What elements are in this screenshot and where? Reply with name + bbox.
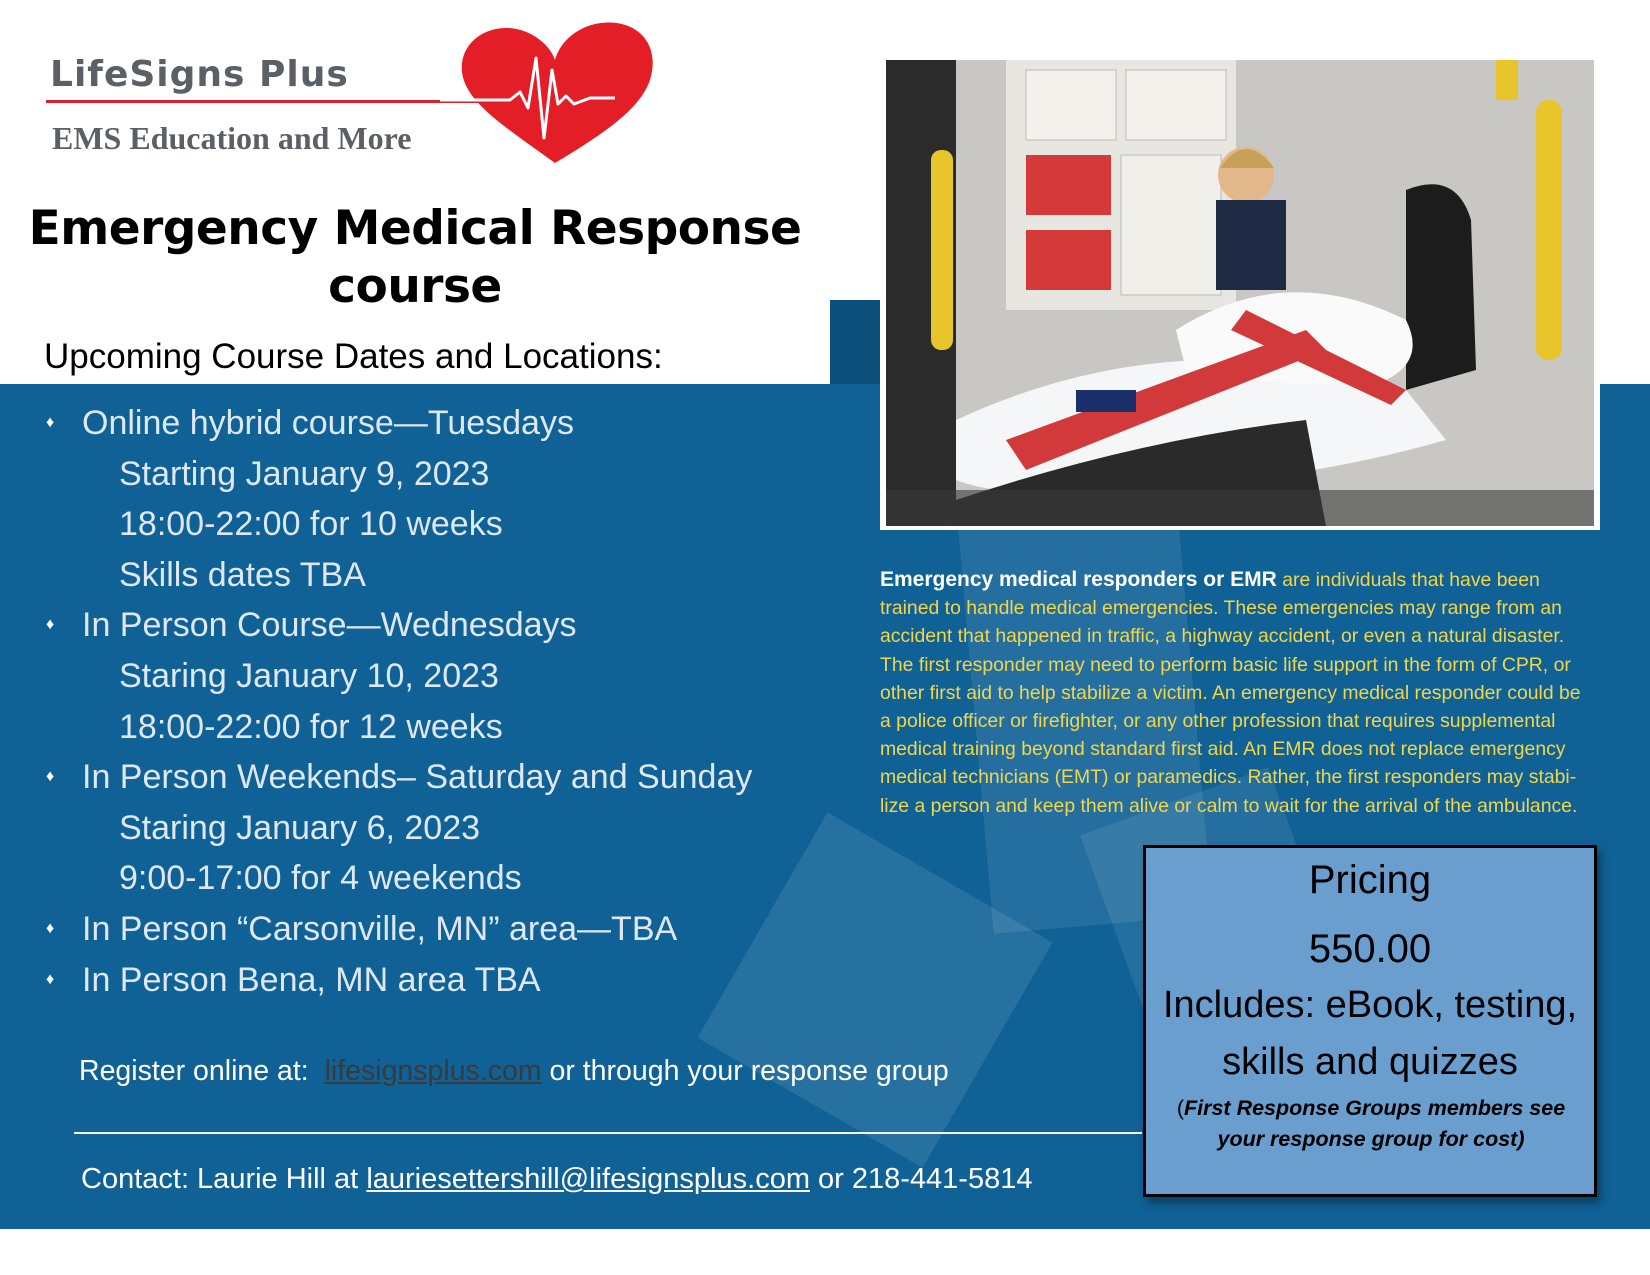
course-text: Starting January 9, 2023 <box>119 454 490 493</box>
description-line: The first responder may need to perform basic life support in the form of CPR, or <box>880 653 1571 676</box>
page-title <box>20 200 810 316</box>
course-text: Staring January 10, 2023 <box>119 656 499 695</box>
course-text: Online hybrid course—Tuesdays <box>82 404 574 442</box>
pricing-includes: skills and quizzes <box>1222 1041 1518 1083</box>
course-detail <box>44 449 864 500</box>
title-line-1: Emergency Medical Response <box>28 201 802 256</box>
course-text: Skills dates TBA <box>119 555 366 594</box>
description-line: medical training beyond standard first aid. An EMR does not replace emergency <box>880 738 1566 761</box>
logo-divider <box>46 100 496 103</box>
register-text <box>79 1055 949 1088</box>
course-detail <box>44 499 864 550</box>
logo-name: LifeSigns Plus <box>50 54 349 95</box>
register-link[interactable]: lifesignsplus.com <box>324 1055 542 1087</box>
logo <box>40 18 640 168</box>
course-item <box>44 904 864 955</box>
course-detail <box>44 803 864 854</box>
diamond-bullet-icon: ♦ <box>46 970 55 988</box>
course-item <box>44 752 864 803</box>
course-item <box>44 398 864 449</box>
course-text: Staring January 6, 2023 <box>119 808 481 847</box>
description-line: trained to handle medical emergencies. These emergencies may range from an <box>880 597 1562 620</box>
course-text: In Person Weekends– Saturday and Sunday <box>82 758 753 797</box>
ambulance-photo <box>880 58 1600 530</box>
description-lead: Emergency medical responders or EMR <box>880 568 1277 591</box>
pricing-box <box>1143 845 1597 1197</box>
logo-tagline: EMS Education and More <box>52 120 412 156</box>
course-item <box>44 600 864 651</box>
description-line: lize a person and keep them alive or calm to wait for the arrival of the ambulance. <box>880 794 1578 817</box>
course-text: 9:00-17:00 for 4 weekends <box>119 859 522 898</box>
description-line: a police officer or firefighter, or any other profession that requires supplemental <box>880 710 1556 733</box>
contact-suffix: or 218-441-5814 <box>809 1163 1033 1195</box>
contact-text <box>81 1163 1032 1196</box>
pricing-title: Pricing <box>1308 858 1432 902</box>
course-detail <box>44 853 864 904</box>
course-text: In Person Bena, MN area TBA <box>82 960 541 999</box>
contact-prefix: Contact: Laurie Hill at <box>81 1163 367 1195</box>
divider <box>74 1132 1142 1134</box>
course-item <box>44 955 864 1006</box>
title-line-2: course <box>328 259 502 314</box>
diamond-bullet-icon: ♦ <box>46 768 55 786</box>
course-text: 18:00-22:00 for 10 weeks <box>119 505 503 544</box>
description-line: accident that happened in traffic, a highway accident, or even a natural disaster. <box>880 625 1565 648</box>
register-suffix: or through your response group <box>541 1055 949 1087</box>
accent-block <box>830 300 882 384</box>
emr-description <box>880 566 1602 820</box>
pricing-note-text: First Response Groups members see your response group for cost) <box>1184 1096 1566 1151</box>
course-detail <box>44 550 864 601</box>
pricing-note-paren: ( <box>1176 1096 1184 1120</box>
pricing-note <box>1160 1093 1582 1155</box>
course-text: In Person “Carsonville, MN” area—TBA <box>82 909 678 948</box>
register-prefix: Register online at: <box>79 1055 309 1087</box>
course-text: In Person Course—Wednesdays <box>82 606 577 645</box>
diamond-bullet-icon: ♦ <box>46 616 55 634</box>
description-line: other first aid to help stabilize a victim. An emergency medical responder could be <box>880 681 1581 704</box>
section-heading: Upcoming Course Dates and Locations: <box>44 337 663 376</box>
description-first-line <box>880 566 1602 594</box>
heart-ekg-icon <box>440 18 670 168</box>
diamond-bullet-icon: ♦ <box>46 414 55 431</box>
pricing-includes: Includes: eBook, testing, <box>1162 984 1578 1026</box>
diamond-bullet-icon: ♦ <box>46 919 55 937</box>
description-line: are individuals that have been <box>1276 569 1540 591</box>
course-detail <box>44 651 864 702</box>
ambulance-interior-image <box>886 60 1594 526</box>
pricing-amount: 550.00 <box>1308 927 1432 971</box>
contact-email-link[interactable]: lauriesettershill@lifesignsplus.com <box>366 1163 810 1195</box>
course-detail <box>44 702 864 753</box>
course-text: 18:00-22:00 for 12 weeks <box>119 707 503 746</box>
description-line: medical technicians (EMT) or paramedics. Rather, the first responders may stabi- <box>880 766 1577 789</box>
course-list <box>44 398 864 1005</box>
